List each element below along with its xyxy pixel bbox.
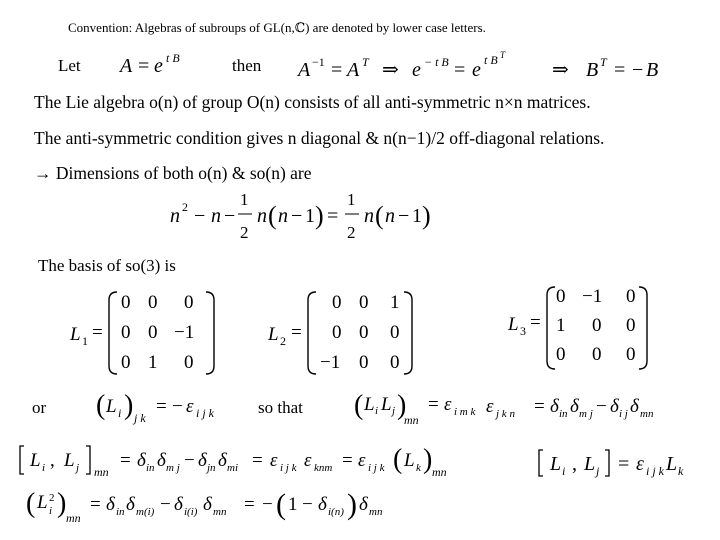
svg-text:δ: δ — [157, 450, 166, 471]
svg-text:(: ( — [393, 444, 403, 475]
svg-text:δ: δ — [198, 450, 207, 471]
svg-text:1: 1 — [412, 205, 422, 227]
svg-text:L: L — [268, 324, 279, 345]
l3-r1c1: 0 — [592, 315, 602, 336]
svg-text:ε: ε — [186, 396, 194, 417]
equation-dimension — [170, 190, 431, 242]
svg-text:δ: δ — [359, 494, 368, 515]
svg-text:i: i — [562, 464, 566, 478]
svg-text:A: A — [298, 59, 311, 81]
l1-r1c0: 0 — [121, 322, 131, 343]
svg-text:in: in — [116, 506, 125, 518]
svg-text:m j: m j — [166, 462, 180, 474]
svg-text:−1: −1 — [312, 55, 325, 69]
svg-text:mn: mn — [66, 511, 81, 525]
svg-text:−: − — [596, 396, 607, 417]
equation-product — [354, 390, 654, 427]
svg-text:(: ( — [375, 201, 384, 230]
svg-text:A: A — [120, 55, 133, 77]
svg-text:−: − — [302, 494, 313, 515]
l2-r1c0: 0 — [332, 322, 342, 343]
svg-text:L: L — [30, 450, 41, 471]
svg-text:m(i): m(i) — [136, 506, 155, 518]
so-that-label: so that — [258, 398, 303, 417]
svg-text:=: = — [291, 322, 302, 343]
svg-text:3: 3 — [520, 324, 526, 338]
svg-text:ε: ε — [358, 450, 366, 471]
svg-text:L: L — [508, 314, 519, 335]
svg-text:j: j — [596, 464, 600, 478]
svg-text:− t B: − t B — [424, 55, 449, 69]
svg-text:j: j — [392, 405, 396, 417]
svg-text:L: L — [666, 453, 678, 475]
l2-r2c2: 0 — [390, 352, 400, 373]
svg-text:2: 2 — [240, 223, 249, 242]
svg-text:ε: ε — [304, 450, 312, 471]
convention-note: Convention: Algebras of subroups of GL(n,ℂ) are denoted by lower case letters. — [68, 20, 486, 35]
l2-r1c1: 0 — [359, 322, 369, 343]
svg-text:i j k: i j k — [280, 462, 297, 474]
svg-text:mn: mn — [369, 506, 383, 518]
svg-text:δ: δ — [318, 494, 327, 515]
svg-text:): ) — [57, 488, 67, 519]
l3-r1c0: 1 — [556, 315, 566, 336]
svg-text:B: B — [586, 59, 599, 81]
svg-text:−: − — [194, 205, 206, 227]
svg-text:⇒: ⇒ — [382, 59, 399, 81]
svg-text:L: L — [550, 453, 562, 475]
svg-text:e: e — [412, 59, 421, 81]
svg-text:=: = — [252, 450, 263, 471]
svg-text:T: T — [500, 50, 506, 60]
svg-text:in: in — [559, 408, 568, 420]
svg-text:1: 1 — [240, 190, 249, 209]
svg-text:1: 1 — [82, 334, 88, 348]
svg-text:L: L — [64, 450, 75, 471]
svg-text:1: 1 — [288, 494, 298, 515]
svg-text:i: i — [118, 406, 122, 420]
svg-text:=: = — [120, 450, 131, 471]
svg-text:jn: jn — [207, 462, 216, 474]
svg-text:−: − — [184, 450, 195, 471]
svg-text:i j k: i j k — [646, 464, 664, 478]
svg-text:n: n — [364, 205, 374, 227]
svg-text:A: A — [347, 59, 360, 81]
svg-text:j k: j k — [134, 411, 146, 425]
svg-text:mi: mi — [227, 462, 238, 474]
l1-r1c2: −1 — [174, 322, 195, 343]
let-label: Let — [58, 56, 81, 75]
l2-r1c2: 0 — [390, 322, 400, 343]
l3-r2c2: 0 — [626, 344, 636, 365]
matrix-l3 — [507, 286, 647, 369]
svg-text:L: L — [70, 324, 81, 345]
svg-text:m j: m j — [579, 408, 593, 420]
svg-text:j: j — [76, 462, 80, 474]
svg-text:T: T — [362, 55, 369, 69]
svg-text:δ: δ — [218, 450, 227, 471]
dimensions-statement: → Dimensions of both o(n) & so(n) are — [34, 163, 312, 183]
svg-text:−: − — [160, 494, 171, 515]
svg-text:−: − — [291, 205, 303, 227]
svg-text:=: = — [454, 59, 466, 81]
svg-text:δ: δ — [137, 450, 146, 471]
l1-r0c1: 0 — [148, 292, 158, 313]
svg-text:t B: t B — [484, 53, 498, 67]
equation-li-squared — [26, 488, 383, 525]
svg-text:L: L — [584, 453, 596, 475]
l2-r0c2: 1 — [390, 292, 400, 313]
svg-text:1: 1 — [305, 205, 315, 227]
svg-text:e: e — [154, 55, 163, 77]
svg-text:2: 2 — [49, 492, 55, 504]
l1-r0c0: 0 — [121, 292, 131, 313]
l3-r0c1: −1 — [582, 286, 603, 307]
basis-statement: The basis of so(3) is — [38, 256, 176, 275]
svg-text:ε: ε — [444, 394, 452, 415]
svg-text:=: = — [614, 59, 626, 81]
then-label: then — [232, 56, 262, 75]
svg-text:t B: t B — [166, 51, 180, 65]
svg-text:): ) — [422, 201, 431, 230]
svg-text:n: n — [257, 205, 267, 227]
svg-text:i: i — [49, 505, 53, 517]
equation-commutator-components — [20, 444, 447, 479]
svg-text:=: = — [244, 494, 255, 515]
l3-r0c2: 0 — [626, 286, 636, 307]
svg-text:i j: i j — [619, 408, 628, 420]
svg-text:i(i): i(i) — [184, 506, 198, 518]
svg-text:=: = — [342, 450, 353, 471]
l3-r1c2: 0 — [626, 315, 636, 336]
l2-r2c0: −1 — [320, 352, 341, 373]
svg-text:k: k — [416, 462, 421, 474]
l2-r2c1: 0 — [359, 352, 369, 373]
svg-text:=: = — [428, 394, 439, 415]
svg-text:δ: δ — [203, 494, 212, 515]
l3-r0c0: 0 — [556, 286, 566, 307]
or-label: or — [32, 398, 47, 417]
antisymmetric-statement: The anti-symmetric condition gives n diagonal & n(n−1)/2 off-diagonal relations. — [34, 128, 605, 148]
svg-text:): ) — [423, 444, 433, 475]
matrix-l2 — [267, 292, 412, 374]
l2-r0c0: 0 — [332, 292, 342, 313]
l1-r2c1: 1 — [148, 352, 158, 373]
svg-text:in: in — [146, 462, 155, 474]
svg-text:i j k: i j k — [368, 462, 385, 474]
svg-text:L: L — [37, 492, 48, 513]
svg-text:2: 2 — [182, 200, 188, 214]
svg-text:=: = — [156, 396, 167, 417]
svg-text:(: ( — [268, 201, 277, 230]
svg-text:mn: mn — [432, 465, 447, 479]
lie-algebra-statement: The Lie algebra o(n) of group O(n) consists of all anti-symmetric n×n matrices. — [34, 92, 591, 112]
svg-text:L: L — [106, 396, 117, 417]
l1-r2c2: 0 — [184, 352, 194, 373]
l1-r2c0: 0 — [121, 352, 131, 373]
svg-text:): ) — [397, 390, 407, 421]
equation-a-exp — [118, 51, 180, 77]
svg-text:ε: ε — [486, 396, 494, 417]
svg-text:δ: δ — [106, 494, 115, 515]
svg-text:,: , — [572, 453, 577, 475]
svg-text:,: , — [50, 450, 55, 471]
svg-text:=: = — [534, 396, 545, 417]
svg-text:): ) — [347, 488, 357, 521]
svg-text:L: L — [364, 394, 375, 415]
svg-text:n: n — [211, 205, 221, 227]
svg-text:n: n — [170, 205, 180, 227]
matrix-l1 — [69, 292, 214, 374]
svg-text:=: = — [92, 322, 103, 343]
svg-text:ε: ε — [636, 453, 644, 475]
svg-text:j k n: j k n — [496, 408, 515, 420]
svg-text:=: = — [327, 205, 339, 227]
svg-text:n: n — [278, 205, 288, 227]
l3-r2c1: 0 — [592, 344, 602, 365]
svg-text:−: − — [398, 205, 410, 227]
svg-text:δ: δ — [630, 396, 639, 417]
svg-text:i m k: i m k — [454, 406, 476, 418]
svg-text:): ) — [315, 201, 324, 230]
svg-text:=: = — [90, 494, 101, 515]
svg-text:): ) — [124, 390, 134, 421]
svg-text:2: 2 — [347, 223, 356, 242]
l3-r2c0: 0 — [556, 344, 566, 365]
svg-text:i: i — [42, 462, 46, 474]
svg-text:δ: δ — [174, 494, 183, 515]
equation-commutator — [539, 450, 684, 478]
svg-text:=: = — [530, 312, 541, 333]
svg-text:=: = — [618, 453, 630, 475]
svg-text:=: = — [138, 55, 150, 77]
svg-text:i(n): i(n) — [328, 506, 344, 518]
svg-text:δ: δ — [570, 396, 579, 417]
equation-li-components — [96, 390, 215, 425]
svg-text:B: B — [646, 59, 659, 81]
svg-text:knm: knm — [314, 462, 333, 474]
svg-text:(: ( — [26, 488, 36, 519]
svg-text:(: ( — [276, 488, 286, 521]
svg-text:T: T — [600, 55, 607, 69]
svg-text:i j k: i j k — [196, 406, 214, 420]
l2-r0c1: 0 — [359, 292, 369, 313]
svg-text:(: ( — [96, 390, 106, 421]
svg-text:mn: mn — [213, 506, 227, 518]
svg-text:k: k — [678, 464, 684, 478]
svg-text:mn: mn — [94, 465, 109, 479]
svg-text:2: 2 — [280, 334, 286, 348]
svg-text:ε: ε — [270, 450, 278, 471]
svg-text:mn: mn — [640, 408, 654, 420]
svg-text:δ: δ — [126, 494, 135, 515]
svg-text:−: − — [632, 59, 644, 81]
svg-text:e: e — [472, 59, 481, 81]
equation-orthogonal — [296, 50, 658, 81]
svg-text:−: − — [224, 205, 236, 227]
svg-text:(: ( — [354, 390, 364, 421]
l1-r0c2: 0 — [184, 292, 194, 313]
svg-text:=: = — [331, 59, 343, 81]
svg-text:−: − — [262, 494, 273, 515]
svg-text:i: i — [375, 405, 379, 417]
l1-r1c1: 0 — [148, 322, 158, 343]
svg-text:mn: mn — [404, 413, 419, 427]
svg-text:L: L — [381, 394, 392, 415]
svg-text:δ: δ — [550, 396, 559, 417]
svg-text:n: n — [385, 205, 395, 227]
svg-text:L: L — [404, 450, 415, 471]
svg-text:1: 1 — [347, 190, 356, 209]
svg-text:⇒: ⇒ — [552, 59, 569, 81]
svg-text:δ: δ — [610, 396, 619, 417]
svg-text:−: − — [172, 396, 183, 417]
